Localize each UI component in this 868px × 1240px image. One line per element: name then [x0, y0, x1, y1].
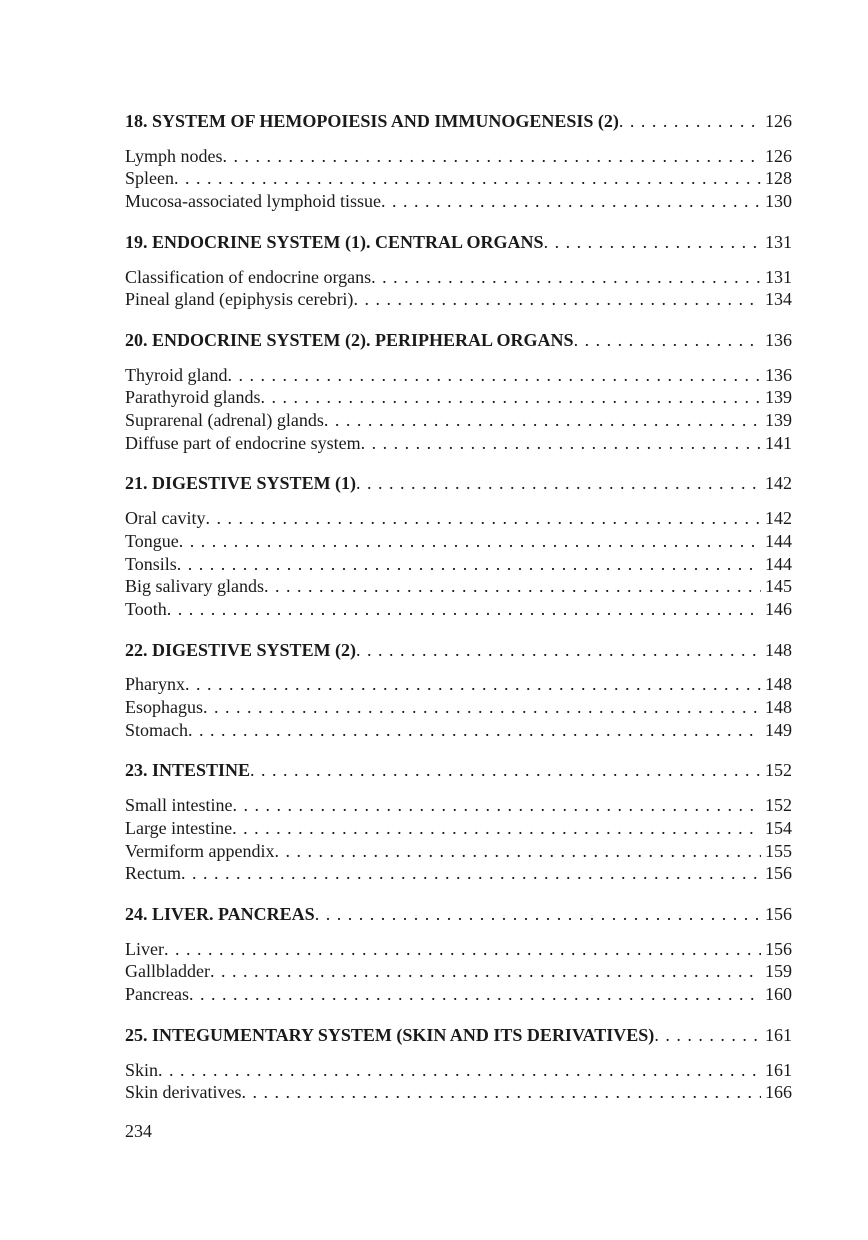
dot-leader [654, 1024, 761, 1047]
page-ref: 159 [765, 961, 792, 982]
entry-title: Parathyroid glands [125, 387, 261, 408]
toc-entry-row [125, 530, 792, 553]
entry-title: Oral cavity [125, 508, 206, 529]
dot-leader [324, 409, 761, 432]
chapter-title: 24. LIVER. PANCREAS [125, 903, 315, 924]
page-ref: 148 [765, 639, 792, 660]
page-ref: 144 [765, 553, 792, 574]
dot-leader [188, 719, 761, 742]
entry-title: Vermiform appendix [125, 840, 275, 861]
page-ref: 128 [765, 168, 792, 189]
dot-leader [227, 364, 761, 387]
page-ref: 136 [765, 329, 792, 350]
page-ref: 154 [765, 817, 792, 838]
page-ref: 126 [765, 145, 792, 166]
page-ref: 131 [765, 266, 792, 287]
toc-entry-row [125, 817, 792, 840]
toc-entry-row [125, 266, 792, 289]
toc-entry-row [125, 938, 792, 961]
toc-entry-row [125, 288, 792, 311]
dot-leader [158, 1059, 761, 1082]
dot-leader [274, 840, 761, 863]
entry-title: Diffuse part of endocrine system [125, 432, 361, 453]
toc-entry-row [125, 575, 792, 598]
page-ref: 152 [765, 795, 792, 816]
dot-leader [356, 639, 761, 662]
chapter-title: 21. DIGESTIVE SYSTEM (1) [125, 473, 357, 494]
page-ref: 148 [765, 674, 792, 695]
entry-title: Mucosa-associated lymphoid tissue [125, 191, 381, 212]
page-ref: 139 [765, 410, 792, 431]
page-ref: 136 [765, 364, 792, 385]
entry-title: Tongue [125, 530, 179, 551]
dot-leader [189, 983, 761, 1006]
toc-chapter-row [125, 231, 792, 254]
toc-entry-row [125, 190, 792, 213]
entry-title: Pharynx [125, 674, 185, 695]
page-ref: 144 [765, 530, 792, 551]
dot-leader [181, 862, 761, 885]
page-ref: 130 [765, 191, 792, 212]
toc-entry-row [125, 364, 792, 387]
dot-leader [381, 190, 761, 213]
page-ref: 161 [765, 1024, 792, 1045]
page-ref: 146 [765, 598, 792, 619]
toc-chapter-row [125, 472, 792, 495]
page-ref: 139 [765, 387, 792, 408]
page-ref: 142 [765, 473, 792, 494]
toc-section [125, 472, 792, 620]
toc-entry-row [125, 719, 792, 742]
dot-leader [179, 530, 761, 553]
toc-entry-row [125, 145, 792, 168]
page-ref: 156 [765, 938, 792, 959]
toc-entry-row [125, 960, 792, 983]
toc-entry-row [125, 386, 792, 409]
entry-title: Liver [125, 938, 164, 959]
dot-leader [205, 507, 761, 530]
dot-leader [574, 329, 761, 352]
dot-leader [241, 1081, 761, 1104]
dot-leader [164, 938, 761, 961]
chapter-title: 20. ENDOCRINE SYSTEM (2). PERIPHERAL ORGANS [125, 329, 574, 350]
toc-section [125, 231, 792, 311]
dot-leader [233, 794, 762, 817]
toc-entry-row [125, 862, 792, 885]
toc-chapter-row [125, 1024, 792, 1047]
page-ref: 148 [765, 697, 792, 718]
dot-leader [371, 266, 761, 289]
dot-leader [619, 110, 761, 133]
entry-title: Stomach [125, 719, 188, 740]
page-ref: 161 [765, 1059, 792, 1080]
dot-leader [315, 903, 761, 926]
toc-entry-row [125, 507, 792, 530]
chapter-title: 23. INTESTINE [125, 760, 251, 781]
entry-title: Esophagus [125, 697, 203, 718]
dot-leader [223, 145, 762, 168]
toc-section [125, 759, 792, 885]
entry-title: Small intestine [125, 795, 233, 816]
page-ref: 142 [765, 508, 792, 529]
toc-chapter-row [125, 329, 792, 352]
toc-entry-row [125, 794, 792, 817]
entry-title: Rectum [125, 863, 181, 884]
toc-section [125, 639, 792, 742]
table-of-contents [125, 110, 792, 1122]
entry-title: Spleen [125, 168, 174, 189]
dot-leader [361, 432, 761, 455]
dot-leader [185, 673, 761, 696]
page-ref: 134 [765, 289, 792, 310]
toc-section [125, 1024, 792, 1104]
chapter-title: 19. ENDOCRINE SYSTEM (1). CENTRAL ORGANS [125, 231, 544, 252]
page-ref: 160 [765, 984, 792, 1005]
chapter-title: 22. DIGESTIVE SYSTEM (2) [125, 639, 357, 660]
entry-title: Big salivary glands [125, 576, 264, 597]
dot-leader [167, 598, 761, 621]
chapter-title: 25. INTEGUMENTARY SYSTEM (SKIN AND ITS DERIVATIVES) [125, 1024, 655, 1045]
toc-chapter-row [125, 639, 792, 662]
dot-leader [544, 231, 761, 254]
dot-leader [232, 817, 761, 840]
toc-entry-row [125, 673, 792, 696]
entry-title: Pancreas [125, 984, 189, 1005]
dot-leader [203, 696, 761, 719]
entry-title: Skin [125, 1059, 159, 1080]
toc-entry-row [125, 1081, 792, 1104]
entry-title: Pineal gland (epiphysis cerebri) [125, 289, 354, 310]
toc-chapter-row [125, 903, 792, 926]
entry-title: Lymph nodes [125, 145, 223, 166]
entry-title: Skin derivatives [125, 1082, 242, 1103]
toc-entry-row [125, 167, 792, 190]
entry-title: Tonsils [125, 553, 177, 574]
dot-leader [177, 553, 761, 576]
page-ref: 156 [765, 903, 792, 924]
page-ref: 141 [765, 432, 792, 453]
toc-entry-row [125, 1059, 792, 1082]
entry-title: Classification of endocrine organs [125, 266, 372, 287]
toc-chapter-row [125, 759, 792, 782]
page-ref: 152 [765, 760, 792, 781]
dot-leader [174, 167, 761, 190]
entry-title: Thyroid gland [125, 364, 228, 385]
page-ref: 145 [765, 576, 792, 597]
toc-section [125, 903, 792, 1006]
dot-leader [353, 288, 761, 311]
page-ref: 166 [765, 1082, 792, 1103]
toc-entry-row [125, 696, 792, 719]
entry-title: Tooth [125, 598, 167, 619]
entry-title: Gallbladder [125, 961, 210, 982]
chapter-title: 18. SYSTEM OF HEMOPOIESIS AND IMMUNOGENESIS (2) [125, 111, 619, 131]
toc-entry-row [125, 840, 792, 863]
dot-leader [264, 575, 761, 598]
dot-leader [260, 386, 761, 409]
toc-entry-row [125, 553, 792, 576]
toc-section [125, 110, 792, 213]
toc-section [125, 329, 792, 455]
page-ref: 155 [765, 840, 792, 861]
page-ref: 126 [765, 111, 792, 131]
dot-leader [356, 472, 761, 495]
page-number: 234 [125, 1121, 152, 1141]
toc-entry-row [125, 409, 792, 432]
page-ref: 149 [765, 719, 792, 740]
dot-leader [250, 759, 761, 782]
page-ref: 156 [765, 863, 792, 884]
page-ref: 131 [765, 231, 792, 252]
entry-title: Suprarenal (adrenal) glands [125, 410, 324, 431]
toc-entry-row [125, 598, 792, 621]
dot-leader [210, 960, 761, 983]
entry-title: Large intestine [125, 817, 233, 838]
toc-entry-row [125, 983, 792, 1006]
toc-chapter-row [125, 110, 792, 133]
toc-entry-row [125, 432, 792, 455]
